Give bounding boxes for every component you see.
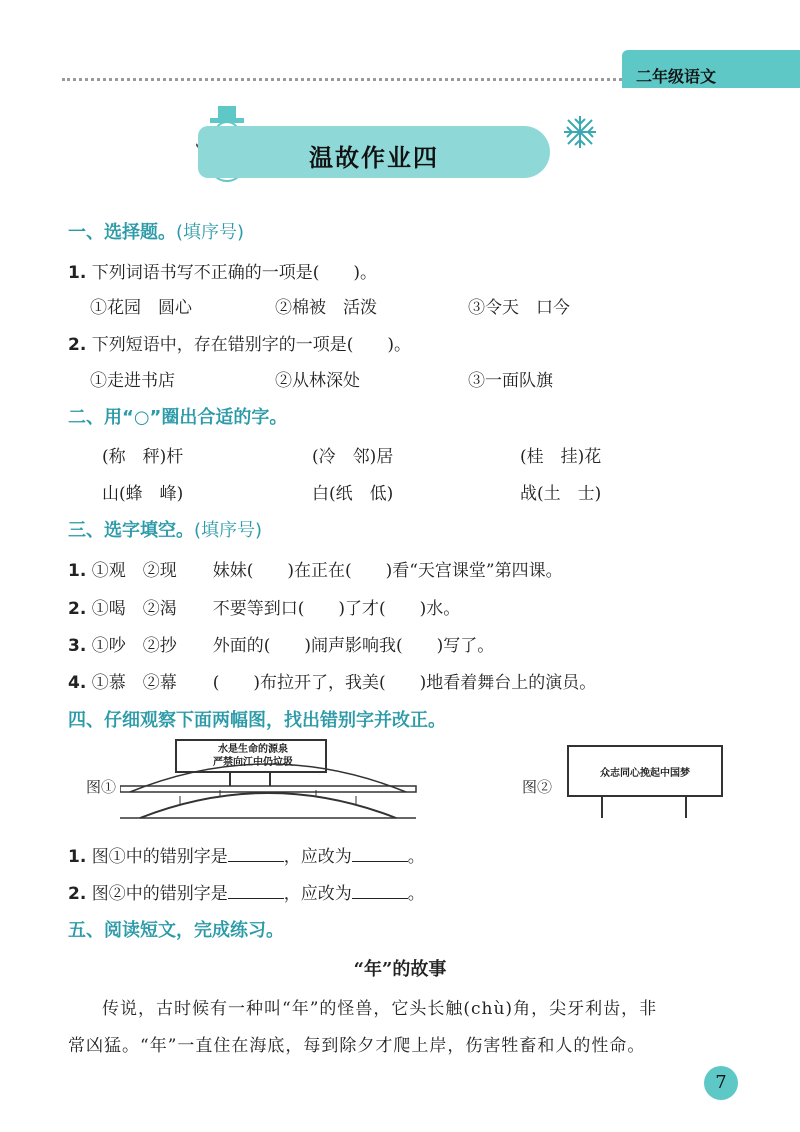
fill-row-1 xyxy=(68,556,563,581)
question-1-1 xyxy=(68,258,377,283)
question-text: 图①中的错别字是 xyxy=(91,847,228,867)
row-number: 2. xyxy=(68,599,87,619)
header-dotted-rule xyxy=(62,78,622,81)
answer-blank[interactable] xyxy=(352,847,408,862)
question-number: 2. xyxy=(68,335,87,355)
figure-1-label: 图① xyxy=(86,778,117,796)
option-1-2-a: ①走进书店 xyxy=(90,371,175,391)
section-4-heading: 四、仔细观察下面两幅图，找出错别字并改正。 xyxy=(68,710,446,731)
option-1-1-a: ①花园 圆心 xyxy=(90,298,192,318)
story-title: “年”的故事 xyxy=(353,959,447,980)
grade-label: 二年级语文 xyxy=(636,67,717,86)
question-1-2 xyxy=(68,330,411,355)
option-1-2-b: ②从林深处 xyxy=(275,371,360,391)
question-number: 1. xyxy=(68,263,87,283)
question-number: 2. xyxy=(68,884,87,904)
row-number: 1. xyxy=(68,561,87,581)
option-1-1-b: ②棉被 活泼 xyxy=(275,298,377,318)
section-5-heading: 五、阅读短文，完成练习。 xyxy=(68,920,284,941)
question-text: 。 xyxy=(407,884,425,904)
billboard-sign-text: 众志同心挽起中国梦 xyxy=(600,768,690,779)
row-options: ①吵 ②抄 xyxy=(91,636,177,656)
fill-row-2 xyxy=(68,594,460,619)
question-text: 下列词语书写不正确的一项是( )。 xyxy=(91,263,377,283)
sign-line: 严禁向江中仍垃圾 xyxy=(213,757,293,768)
option-1-1-c: ③令天 口今 xyxy=(468,298,570,318)
row-text: 外面的( )闹声影响我( )写了。 xyxy=(212,636,495,656)
circle-item: 白(纸 低) xyxy=(312,484,394,504)
title-banner xyxy=(198,126,550,178)
story-paragraph-line-2: 常凶猛。“年”一直住在海底，每到除夕才爬上岸，伤害牲畜和人的性命。 xyxy=(68,1036,646,1056)
row-text: 不要等到口( )了才( )水。 xyxy=(212,599,461,619)
figure-question-2 xyxy=(68,879,425,904)
row-text: ( )布拉开了，我美( )地看着舞台上的演员。 xyxy=(212,673,597,693)
section-3-title: 三、选字填空。 xyxy=(68,520,194,541)
figure-2-label: 图② xyxy=(522,778,553,796)
answer-blank[interactable] xyxy=(228,847,284,862)
section-3-heading xyxy=(68,516,262,542)
row-number: 3. xyxy=(68,636,87,656)
fill-row-3 xyxy=(68,631,494,656)
circle-item: (桂 挂)花 xyxy=(520,447,602,467)
grade-tab xyxy=(622,50,800,88)
section-2-heading: 二、用“○”圈出合适的字。 xyxy=(68,407,288,428)
question-text: 图②中的错别字是 xyxy=(91,884,228,904)
bridge-sign-text xyxy=(178,743,328,769)
circle-item: 战(土 士) xyxy=(520,484,602,504)
sign-line: 水是生命的源泉 xyxy=(218,744,288,755)
row-options: ①慕 ②幕 xyxy=(91,673,177,693)
question-text: 。 xyxy=(407,847,425,867)
row-number: 4. xyxy=(68,673,87,693)
section-1-title: 一、选择题。 xyxy=(68,222,176,243)
question-text: 下列短语中，存在错别字的一项是( )。 xyxy=(91,335,411,355)
option-1-2-c: ③一面队旗 xyxy=(468,371,553,391)
section-3-note: (填序号) xyxy=(194,520,263,541)
question-text: ，应改为 xyxy=(283,884,352,904)
snowflake-icon xyxy=(562,114,598,150)
page-title: 温故作业四 xyxy=(309,144,439,172)
question-text: ，应改为 xyxy=(283,847,352,867)
circle-item: 山(蜂 峰) xyxy=(102,484,184,504)
row-text: 妹妹( )在正在( )看“天宫课堂”第四课。 xyxy=(212,561,563,581)
row-options: ①观 ②现 xyxy=(91,561,177,581)
circle-item: (冷 邻)居 xyxy=(312,447,394,467)
section-1-heading xyxy=(68,218,244,244)
question-number: 1. xyxy=(68,847,87,867)
fill-row-4 xyxy=(68,668,596,693)
answer-blank[interactable] xyxy=(228,884,284,899)
section-1-note: (填序号) xyxy=(176,222,245,243)
figure-question-1 xyxy=(68,842,425,867)
row-options: ①喝 ②渴 xyxy=(91,599,177,619)
answer-blank[interactable] xyxy=(352,884,408,899)
billboard-illustration xyxy=(566,744,726,820)
page-number: 7 xyxy=(704,1066,738,1100)
story-paragraph-line-1: 传说，古时候有一种叫“年”的怪兽，它头长触(chù)角，尖牙利齿，非 xyxy=(102,999,658,1019)
circle-item: (称 秤)杆 xyxy=(102,447,184,467)
